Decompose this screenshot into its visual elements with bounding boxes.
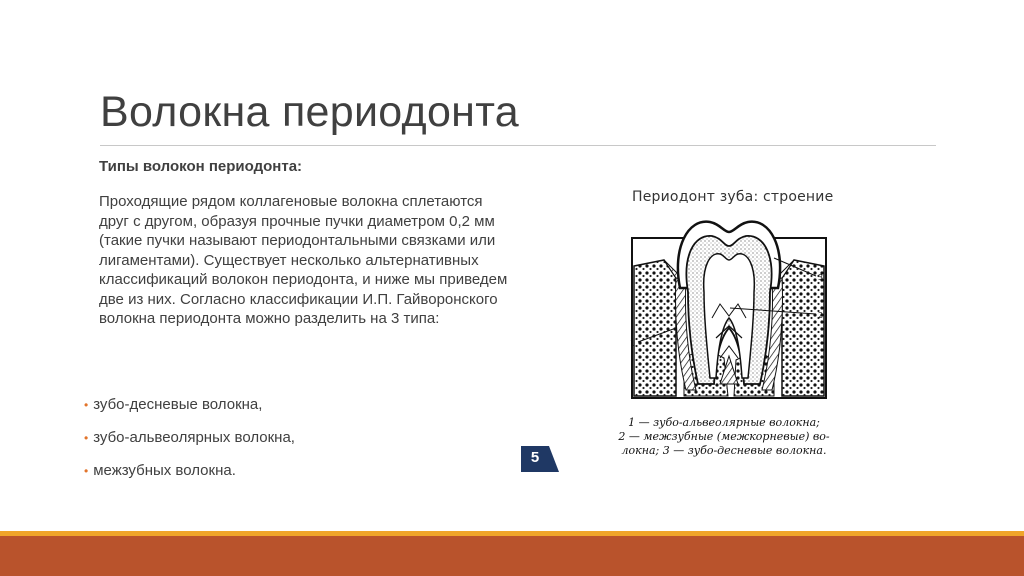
list-item <box>84 428 295 461</box>
list-item <box>84 461 295 494</box>
list-item <box>84 395 295 428</box>
list-item-text: межзубных волокна. <box>93 462 236 479</box>
legend-line: 2 — межзубные (межкорневые) во- <box>618 430 830 443</box>
tooth-drawing <box>624 208 834 412</box>
page-number: 5 <box>530 449 540 466</box>
legend-line: локна; 3 — зубо-десневые волокна. <box>621 444 827 457</box>
label-3: 3 <box>818 273 824 282</box>
page-number-badge <box>521 446 559 472</box>
bullet-icon: • <box>84 464 89 478</box>
body-paragraph: Проходящие рядом коллагеновые волокна сплетаются друг с другом, образуя прочные пучки диаметром 0,2 мм (такие пучки называют периодонтальными связками или лигаментами). Существует несколько альтернативных классификаций волокон периодонта, и ниже мы приведем две из них. Согласно классификации И.П. Гайворонского волокна периодонта можно разделить на 3 типа: <box>99 193 508 327</box>
title-divider <box>100 145 936 146</box>
bullet-icon: • <box>84 431 89 445</box>
list-item-text: зубо-альвеолярных волокна, <box>93 429 295 446</box>
tooth-diagram <box>624 208 834 412</box>
slide-title: Волокна периодонта <box>100 88 519 136</box>
label-1: 1 <box>630 339 636 348</box>
bullet-icon: • <box>84 398 89 412</box>
subheading: Типы волокон периодонта: <box>99 158 303 175</box>
footer-bar <box>0 536 1024 576</box>
list-item-text: зубо-десневые волокна, <box>93 396 263 413</box>
legend-line: 1 — зубо-альвеолярные волокна; <box>628 416 820 429</box>
figure-legend <box>608 416 840 458</box>
figure-caption: Периодонт зуба: строение <box>632 189 834 205</box>
label-2: 2 <box>818 311 824 320</box>
bullet-list <box>84 395 295 494</box>
